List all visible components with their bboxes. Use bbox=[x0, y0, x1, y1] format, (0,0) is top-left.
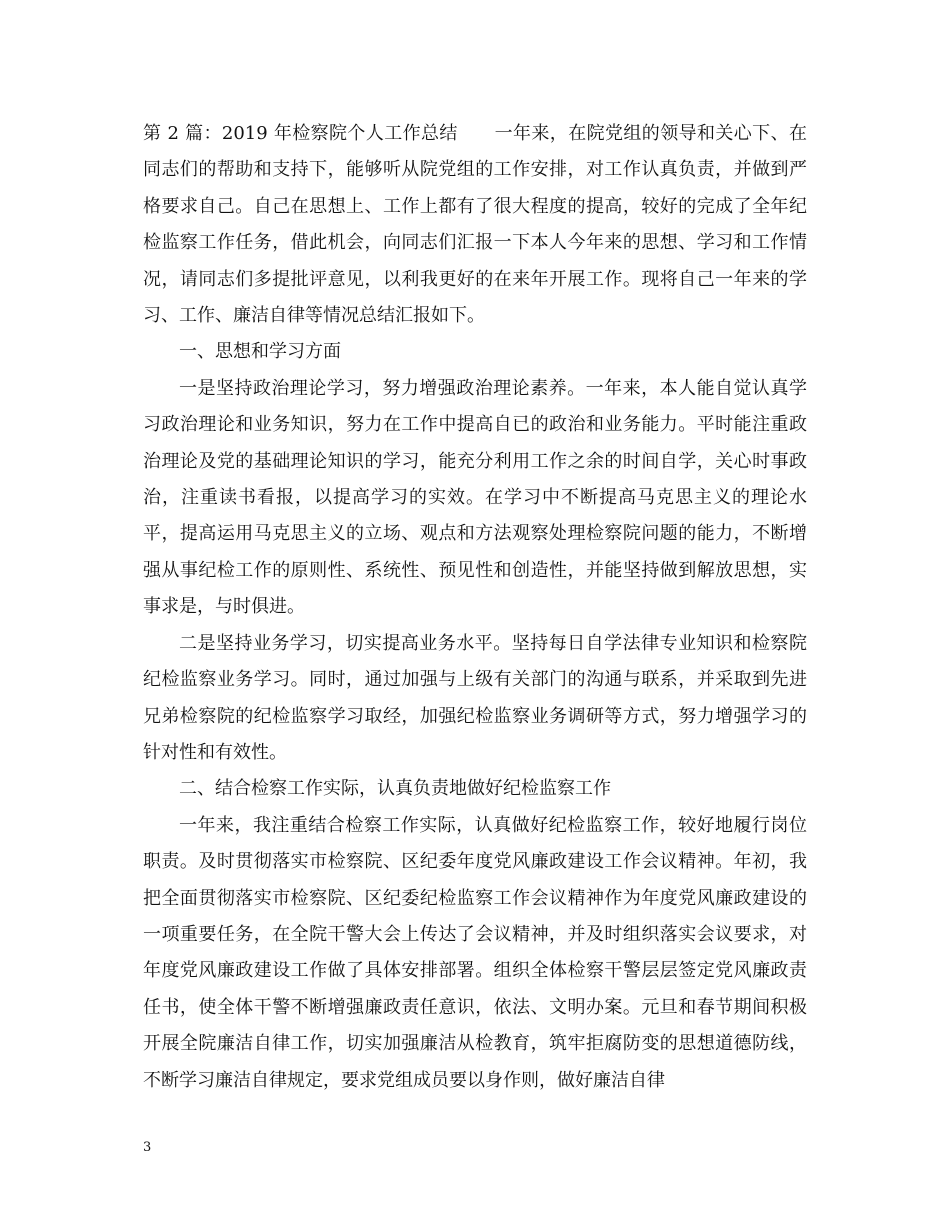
paragraph-political-theory: 一是坚持政治理论学习，努力增强政治理论素养。一年来，本人能自觉认真学习政治理论和业务知识，努力在工作中提高自已的政治和业务能力。平时能注重政治理论及党的基础理论知识的学习，能充分利用工作之余的时间自学，关心时事政治，注重读书看报，以提高学习的实效。在学习中不断提高马克思主义的理论水平，提高运用马克思主义的立场、观点和方法观察处理检察院问题的能力，不断增强从事纪检工作的原则性、系统性、预见性和创造性，并能坚持做到解放思想，实事求是，与时俱进。 bbox=[143, 377, 807, 618]
heading-discipline-work: 二、结合检察工作实际，认真负责地做好纪检监察工作 bbox=[179, 778, 611, 800]
paragraph-discipline-work: 一年来，我注重结合检察工作实际，认真做好纪检监察工作，较好地履行岗位职责。及时贯彻落实市检察院、区纪委年度党风廉政建设工作会议精神。年初，我把全面贯彻落实市检察院、区纪委纪检监察工作会议精神作为年度党风廉政建设的一项重要任务，在全院干警大会上传达了会议精神，并及时组织落实会议要求，对年度党风廉政建设工作做了具体安排部署。组织全体检察干警层层签定党风廉政责任书，使全体干警不断增强廉政责任意识，依法、文明办案。元旦和春节期间积极开展全院廉洁自律工作，切实加强廉洁从检教育，筑牢拒腐防变的思想道德防线，不断学习廉洁自律规定，要求党组成员要以身作则，做好廉洁自律 bbox=[143, 814, 807, 1091]
paragraph-business-study: 二是坚持业务学习，切实提高业务水平。坚持每日自学法律专业知识和检察院纪检监察业务学习。同时，通过加强与上级有关部门的沟通与联系，并采取到先进兄弟检察院的纪检监察学习取经，加强纪检监察业务调研等方式，努力增强学习的针对性和有效性。 bbox=[143, 632, 807, 763]
document-body bbox=[143, 116, 807, 1099]
page-number: 3 bbox=[143, 1140, 152, 1155]
heading-thought-and-study: 一、思想和学习方面 bbox=[179, 341, 341, 363]
paragraph-intro: 第 2 篇：2019 年检察院个人工作总结 一年来，在院党组的领导和关心下、在同志们的帮助和支持下，能够听从院党组的工作安排，对工作认真负责，并做到严格要求自己。自己在思想上、工作上都有了很大程度的提高，较好的完成了全年纪检监察工作任务，借此机会，向同志们汇报一下本人今年来的思想、学习和工作情况，请同志们多提批评意见，以利我更好的在来年开展工作。现将自己一年来的学习、工作、廉洁自律等情况总结汇报如下。 bbox=[143, 123, 807, 327]
